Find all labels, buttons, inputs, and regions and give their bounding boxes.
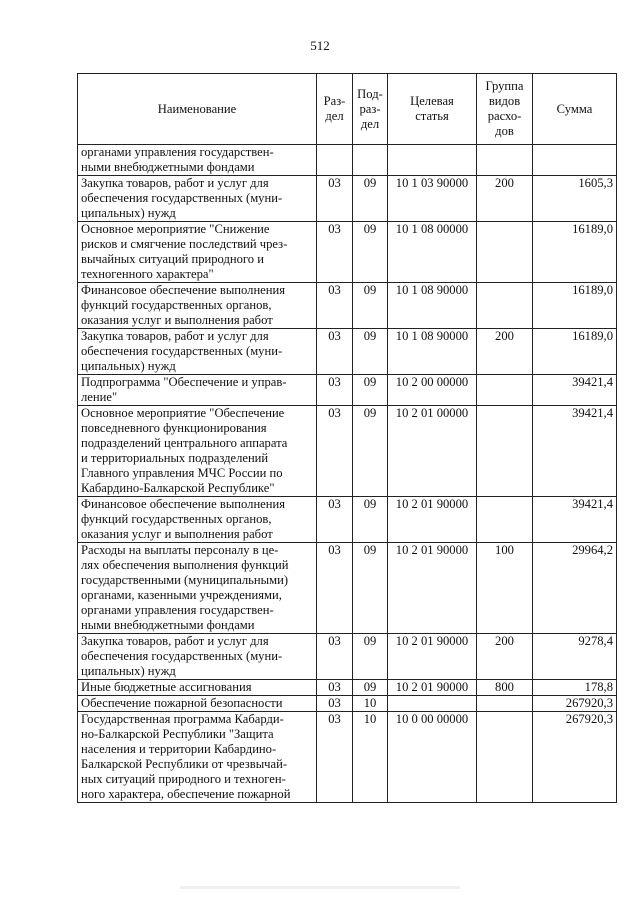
header-section: Раз- дел [317,74,353,145]
cell-subsection: 09 [353,543,388,634]
footer-strip [180,886,460,889]
header-subsection: Под- раз- дел [353,74,388,145]
cell-section: 03 [317,283,353,329]
cell-section: 03 [317,712,353,803]
cell-group [477,145,533,176]
header-name: Наименование [78,74,317,145]
table-row [78,329,617,375]
cell-group: 100 [477,543,533,634]
table-row [78,543,617,634]
cell-sum: 16189,0 [533,329,617,375]
cell-target [388,696,477,712]
cell-section: 03 [317,634,353,680]
header-sum: Сумма [533,74,617,145]
cell-subsection: 09 [353,680,388,696]
cell-group [477,283,533,329]
cell-section: 03 [317,406,353,497]
table-row [78,375,617,406]
cell-section [317,145,353,176]
cell-subsection [353,145,388,176]
cell-name: Основное мероприятие "Обеспечение повседневного функционирования подразделений центрального аппарата и территориальных подразделений Главного управления МЧС России по Кабардино-Балкарской Республике" [78,406,317,497]
cell-sum [533,145,617,176]
cell-subsection: 09 [353,329,388,375]
cell-sum: 178,8 [533,680,617,696]
cell-name: Иные бюджетные ассигнования [78,680,317,696]
cell-target: 10 2 01 00000 [388,406,477,497]
table-row [78,696,617,712]
cell-section: 03 [317,222,353,283]
cell-name: Закупка товаров, работ и услуг для обеспечения государственных (муни- ципальных) нужд [78,329,317,375]
cell-group [477,222,533,283]
header-group: Группа видов расхо- дов [477,74,533,145]
cell-subsection: 09 [353,222,388,283]
cell-group [477,712,533,803]
cell-sum: 267920,3 [533,696,617,712]
cell-subsection: 09 [353,497,388,543]
table-row [78,222,617,283]
cell-group: 200 [477,634,533,680]
table-row [78,283,617,329]
table-row [78,497,617,543]
cell-sum: 16189,0 [533,222,617,283]
cell-target: 10 2 01 90000 [388,680,477,696]
cell-target: 10 2 01 90000 [388,634,477,680]
cell-name: Государственная программа Кабарди- но-Балкарской Республики "Защита населения и территории Кабардино- Балкарской Республики от чрезвычай- ных ситуаций природного и техноген- ного характера, обеспечение пожарной [78,712,317,803]
cell-sum: 16189,0 [533,283,617,329]
cell-subsection: 10 [353,712,388,803]
cell-name: Подпрограмма "Обеспечение и управ- ление" [78,375,317,406]
cell-subsection: 09 [353,283,388,329]
cell-group [477,406,533,497]
table-row [78,712,617,803]
table-row [78,680,617,696]
budget-table [77,73,617,803]
cell-sum: 1605,3 [533,176,617,222]
cell-group [477,375,533,406]
cell-name: Обеспечение пожарной безопасности [78,696,317,712]
table-row [78,145,617,176]
cell-section: 03 [317,543,353,634]
cell-target [388,145,477,176]
table-body [78,145,617,803]
cell-sum: 9278,4 [533,634,617,680]
cell-section: 03 [317,176,353,222]
cell-section: 03 [317,329,353,375]
cell-name: Финансовое обеспечение выполнения функций государственных органов, оказания услуг и выполнения работ [78,283,317,329]
cell-name: Закупка товаров, работ и услуг для обеспечения государственных (муни- ципальных) нужд [78,634,317,680]
cell-sum: 39421,4 [533,406,617,497]
table-row [78,634,617,680]
cell-section: 03 [317,680,353,696]
cell-subsection: 09 [353,176,388,222]
cell-section: 03 [317,497,353,543]
cell-name: Финансовое обеспечение выполнения функций государственных органов, оказания услуг и выполнения работ [78,497,317,543]
cell-group: 200 [477,329,533,375]
cell-name: Основное мероприятие "Снижение рисков и смягчение последствий чрез- вычайных ситуаций природного и техногенного характера" [78,222,317,283]
cell-sum: 39421,4 [533,497,617,543]
cell-name: Расходы на выплаты персоналу в це- лях обеспечения выполнения функций государственными (муниципальными) органами, казенными учреждениями, органами управления государствен- ными внебюджетными фондами [78,543,317,634]
cell-target: 10 2 01 90000 [388,497,477,543]
cell-group: 200 [477,176,533,222]
table-header-row [78,74,617,145]
cell-section: 03 [317,375,353,406]
cell-target: 10 1 08 90000 [388,329,477,375]
cell-target: 10 2 00 00000 [388,375,477,406]
cell-sum: 39421,4 [533,375,617,406]
cell-group: 800 [477,680,533,696]
table-row [78,406,617,497]
cell-subsection: 09 [353,634,388,680]
cell-name: органами управления государствен- ными внебюджетными фондами [78,145,317,176]
cell-group [477,497,533,543]
cell-group [477,696,533,712]
cell-target: 10 2 01 90000 [388,543,477,634]
cell-subsection: 09 [353,375,388,406]
cell-subsection: 10 [353,696,388,712]
cell-sum: 29964,2 [533,543,617,634]
cell-target: 10 1 03 90000 [388,176,477,222]
cell-target: 10 1 08 90000 [388,283,477,329]
cell-section: 03 [317,696,353,712]
cell-sum: 267920,3 [533,712,617,803]
header-target: Целевая статья [388,74,477,145]
page-number: 512 [310,38,330,53]
cell-target: 10 1 08 00000 [388,222,477,283]
table-row [78,176,617,222]
cell-name: Закупка товаров, работ и услуг для обеспечения государственных (муни- ципальных) нужд [78,176,317,222]
cell-subsection: 09 [353,406,388,497]
cell-target: 10 0 00 00000 [388,712,477,803]
